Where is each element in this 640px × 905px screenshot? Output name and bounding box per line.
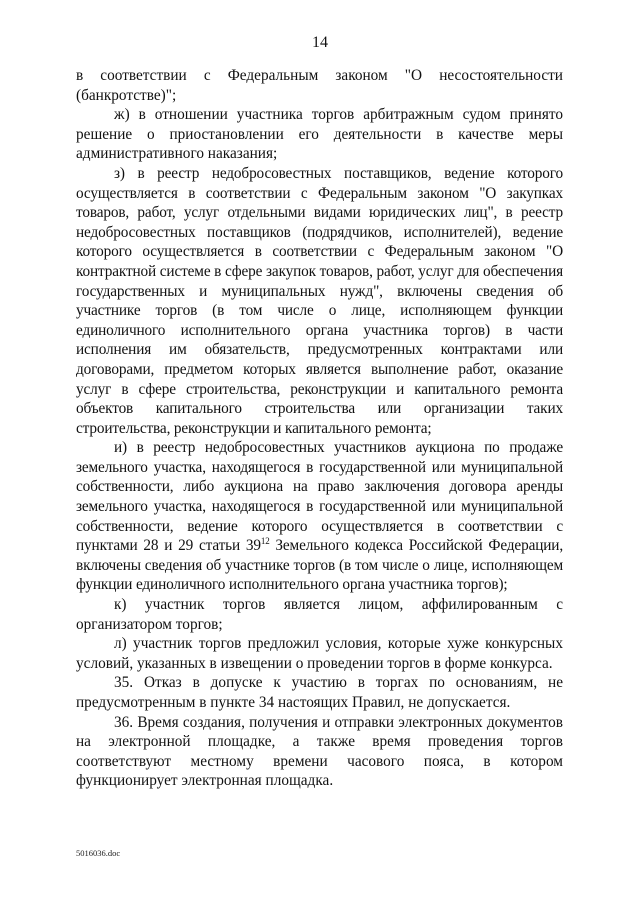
document-filename: 5016036.doc <box>76 848 121 858</box>
paragraph-i-text-end: Земельного кодекса Российской Федерации, включены сведения об участнике торгов (в том числе о лице, исполняющем функции единоличного исполнительного органа участника торгов); <box>76 537 563 594</box>
paragraph-i <box>76 438 563 595</box>
paragraph-continuation: в соответствии с Федеральным законом "О несостоятельности (банкротстве)"; <box>76 67 563 104</box>
paragraph-zh: ж) в отношении участника торгов арбитражным судом принято решение о приостановлении его деятельности в качестве меры административного наказания; <box>76 106 563 163</box>
paragraph-l: л) участник торгов предложил условия, которые хуже конкурсных условий, указанных в извещении о проведении торгов в форме конкурса. <box>76 635 563 672</box>
page-number: 14 <box>312 34 328 51</box>
document-body <box>76 66 563 791</box>
paragraph-z: з) в реестр недобросовестных поставщиков, ведение которого осуществляется в соответствии с Федеральным законом "О закупках товаров, работ, услуг отдельными видами юридических лиц", в реестр недобросовестных поставщиков (подрядчиков, исполнителей), ведение которого осуществляется в соответствии с Федеральным законом "О контрактной системе в сфере закупок товаров, работ, услуг для обеспечения государственных и муниципальных нужд", включены сведения об участнике торгов (в том числе о лице, исполняющем функции единоличного исполнительного органа участника торгов) в части исполнения им обязательств, предусмотренных контрактами или договорами, предметом которых является выполнение работ, оказание услуг в сфере строительства, реконструкции и капитального ремонта объектов капитального строительства или организации таких строительства, реконструкции и капитального ремонта; <box>76 164 563 437</box>
paragraph-35: 35. Отказ в допуске к участию в торгах по основаниям, не предусмотренным в пункте 34 настоящих Правил, не допускается. <box>76 674 563 711</box>
paragraph-36: 36. Время создания, получения и отправки электронных документов на электронной площадке, а также время проведения торгов соответствуют местному времени часового пояса, в котором функционирует электронная площадка. <box>76 713 563 790</box>
paragraph-k: к) участник торгов является лицом, аффилированным с организатором торгов; <box>76 596 563 633</box>
paragraph-i-text: и) в реестр недобросовестных участников аукциона по продаже земельного участка, находящегося в государственной или муниципальной собственности, либо аукциона на право заключения договора аренды земельного участка, находящегося в государственной или муниципальной собственности, ведение которого осуществляется в соответствии с пунктами 28 и 29 статьи 39 <box>76 439 563 555</box>
article-superscript: 12 <box>260 536 270 547</box>
